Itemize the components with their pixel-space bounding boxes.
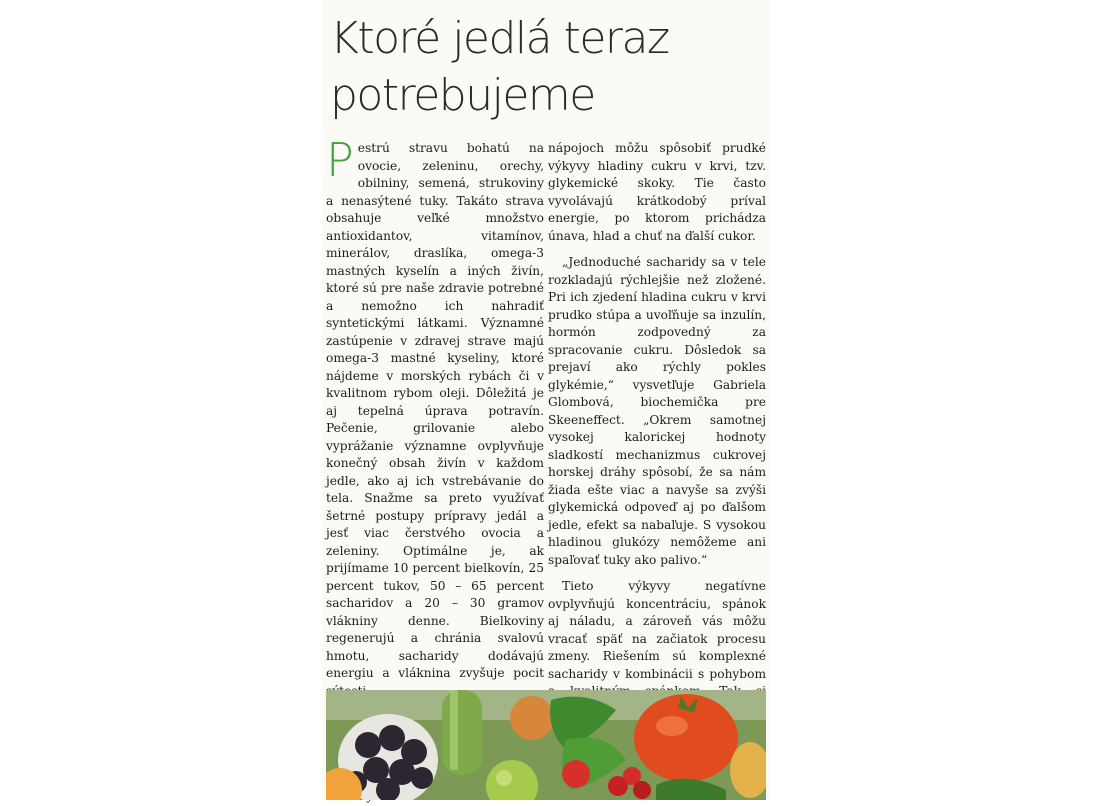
fruit-and-vegetables-photo <box>326 690 766 800</box>
sweets-paragraph-continued: nápojoch môžu spôsobiť prudké výkyvy hladiny cukru v krvi, tzv. glykemické skoky. Tie často vyvolávajú krátkodobý príval energie, po ktorom prichádza únava, hlad a chuť na ďalší cukor. <box>548 141 766 243</box>
intro-paragraph <box>326 133 544 700</box>
right-column <box>548 140 766 736</box>
quote-paragraph: „Jednoduché sacharidy sa v tele rozkladajú rýchlejšie než zložené. Pri ich zjedení hladina cukru v krvi prudko stúpa a uvoľňuje sa inzulín, hormón zodpovedný za spracovanie cukru. Dôsledok sa prejaví ako rýchly pokles glykémie,“ vysvetľuje Gabriela Glombová, biochemička pre Skeeneffect. „Okrem samotnej vysokej kalorickej hodnoty sladkostí mechanizmus cukrovej horskej dráhy spôsobí, že sa nám žiada ešte viac a navyše sa zvýši glykemická odpoveď aj po ďalšom jedle, efekt sa nabaľuje. S vysokou hladinou glukózy nemôžeme ani spaľovať tuky ako palivo.“ <box>548 255 766 567</box>
intro-text: estrú stravu bohatú na ovocie, zeleninu, orechy, obilniny, semená, strukoviny a nenasýtené tuky. Takáto strava obsahuje veľké množstvo antioxidantov, vitamínov, minerálov, draslíka, omega-3 mastných kyselín a iných živín, ktoré sú pre naše zdravie potrebné a nemožno ich nahradiť syntetickými látkami. Významné zastúpenie v zdravej strave majú omega-3 mastné kyseliny, ktoré nájdeme v morských rybách či v kvalitnom rybom oleji. Dôležitá je aj tepelná úprava potravín. Pečenie, grilovanie alebo vyprážanie významne ovplyvňuje konečný obsah živín v každom jedle, ako aj ich vstrebávanie do tela. Snažme sa preto využívať šetrné postupy prípravy jedál a jesť viac čerstvého ovocia a zeleniny. Optimálne je, ak prijímame 10 percent bielkovín, 25 percent tukov, 50 – 65 percent sacharidov a 20 – 30 gramov vlákniny denne. Bielkoviny regenerujú a chránia svalovú hmotu, sacharidy dodávajú energiu a vláknina zvyšuje pocit <box>326 141 544 680</box>
produce-illustration <box>326 690 766 800</box>
article-headline: Ktoré jedlá teraz potrebujeme <box>330 13 669 121</box>
drop-cap: P <box>326 133 354 187</box>
conclusion-paragraph: Tieto výkyvy negatívne ovplyvňujú koncentráciu, spánok aj náladu, a zároveň vás môžu vracať späť na začiatok procesu zmeny. Riešením sú komplexné sacharidy v kombinácii s pohybom <box>548 579 766 681</box>
